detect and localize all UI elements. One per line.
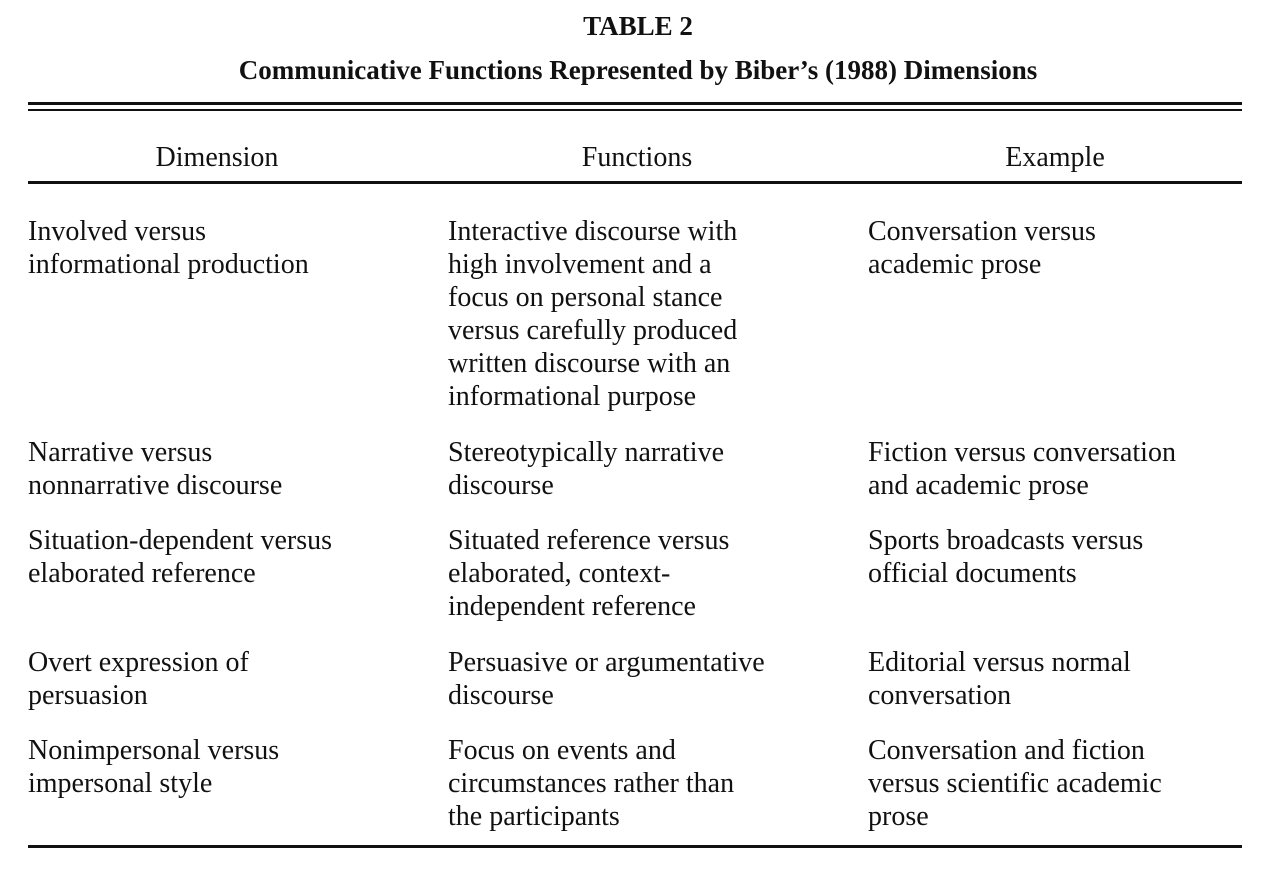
header-dimension: Dimension [155, 142, 279, 173]
cell-dimension: Narrative versus nonnarrative discourse [28, 437, 283, 501]
cell-example: Fiction versus conversation and academic prose [868, 437, 1176, 501]
cell-example: Conversation versus academic prose [868, 216, 1096, 280]
cell-functions: Persuasive or argumentative discourse [448, 647, 765, 711]
table-caption: Communicative Functions Represented by Biber’s (1988) Dimensions [238, 55, 1038, 85]
cell-dimension: Involved versus informational production [28, 216, 309, 280]
header-rule [28, 181, 1242, 184]
cell-functions: Situated reference versus elaborated, context- independent reference [448, 525, 730, 622]
cell-example: Conversation and fiction versus scientific academic prose [868, 735, 1162, 832]
cell-dimension: Situation-dependent versus elaborated reference [28, 525, 333, 589]
header-example: Example [1005, 142, 1105, 173]
cell-functions: Stereotypically narrative discourse [448, 437, 724, 501]
header-functions: Functions [581, 142, 693, 173]
cell-dimension: Overt expression of persuasion [28, 647, 249, 711]
cell-functions: Focus on events and circumstances rather than the participants [448, 735, 735, 832]
top-rule-outer [28, 102, 1242, 105]
cell-functions: Interactive discourse with high involvement and a focus on personal stance versus carefully produced written discourse with an informational purpose [448, 216, 738, 412]
cell-example: Sports broadcasts versus official documents [868, 525, 1144, 589]
cell-example: Editorial versus normal conversation [868, 647, 1131, 711]
table-label: TABLE 2 [583, 11, 693, 41]
cell-dimension: Nonimpersonal versus impersonal style [28, 735, 280, 799]
bottom-rule [28, 845, 1242, 848]
top-rule-inner [28, 109, 1242, 111]
